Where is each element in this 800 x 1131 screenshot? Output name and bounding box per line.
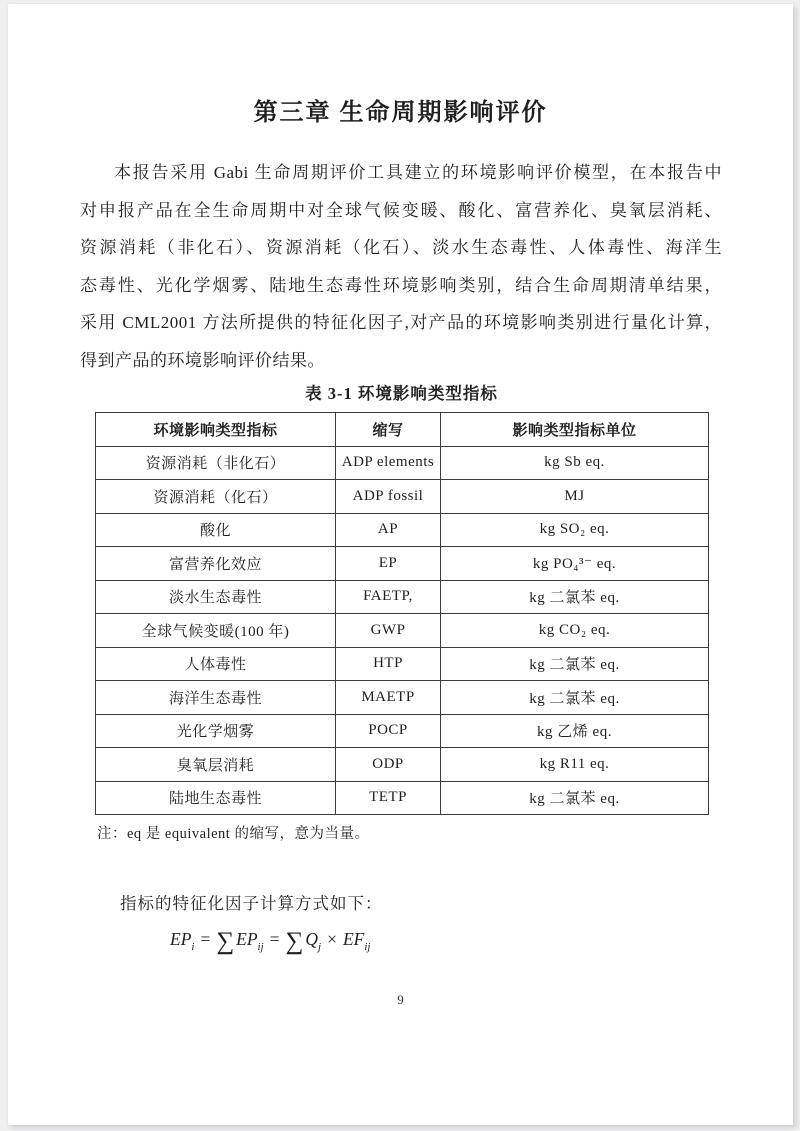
impact-category-table bbox=[95, 412, 709, 815]
impact-category-cell: 富营养化效应 bbox=[96, 547, 336, 581]
abbreviation-cell: HTP bbox=[336, 647, 441, 681]
formula-term: EF bbox=[342, 929, 365, 949]
formula-term: Q bbox=[305, 929, 319, 949]
impact-category-cell: 酸化 bbox=[96, 513, 336, 547]
abbreviation-cell: FAETP, bbox=[336, 580, 441, 614]
formula-subscript: ij bbox=[364, 941, 371, 953]
sum-symbol: ∑ bbox=[285, 928, 304, 955]
unit-cell: kg R11 eq. bbox=[441, 748, 709, 782]
paragraph-line: 对申报产品在全生命周期中对全球气候变暖、酸化、富营养化、臭氧层消耗、 bbox=[80, 200, 722, 220]
unit-cell: kg Sb eq. bbox=[441, 446, 709, 480]
table-header-row bbox=[96, 413, 709, 447]
abbreviation-cell: EP bbox=[336, 547, 441, 581]
unit-cell: kg 二氯苯 eq. bbox=[441, 681, 709, 715]
abbreviation-cell: ODP bbox=[336, 748, 441, 782]
impact-category-cell: 淡水生态毒性 bbox=[96, 580, 336, 614]
table-row bbox=[96, 748, 709, 782]
unit-cell: kg 乙烯 eq. bbox=[441, 714, 709, 748]
unit-cell: kg 二氯苯 eq. bbox=[441, 781, 709, 815]
abbreviation-cell: ADP fossil bbox=[336, 480, 441, 514]
intro-paragraph bbox=[80, 154, 722, 379]
table-row bbox=[96, 513, 709, 547]
header-unit: 影响类型指标单位 bbox=[441, 413, 709, 447]
paragraph-line: 采用 CML2001 方法所提供的特征化因子,对产品的环境影响类别进行量化计算， bbox=[80, 313, 722, 332]
table-row bbox=[96, 614, 709, 648]
document-page bbox=[8, 4, 793, 1125]
impact-category-cell: 光化学烟雾 bbox=[96, 714, 336, 748]
sum-symbol: ∑ bbox=[216, 928, 235, 955]
equals-sign: = bbox=[200, 929, 211, 949]
characterization-formula bbox=[170, 928, 370, 956]
abbreviation-cell: GWP bbox=[336, 614, 441, 648]
equals-sign: = bbox=[269, 929, 280, 949]
unit-cell: kg 二氯苯 eq. bbox=[441, 647, 709, 681]
paragraph-line: 本报告采用 Gabi 生命周期评价工具建立的环境影响评价模型，在本报告中 bbox=[114, 163, 722, 182]
impact-category-cell: 人体毒性 bbox=[96, 647, 336, 681]
formula-term: EP bbox=[170, 929, 192, 949]
table-row bbox=[96, 580, 709, 614]
chapter-title: 第三章 生命周期影响评价 bbox=[253, 100, 548, 126]
formula-term: EP bbox=[236, 929, 258, 949]
table-row bbox=[96, 681, 709, 715]
formula-subscript: i bbox=[191, 941, 195, 953]
table-footnote: 注：eq 是 equivalent 的缩写，意为当量。 bbox=[97, 826, 370, 842]
multiply-sign: × bbox=[327, 929, 337, 949]
abbreviation-cell: TETP bbox=[336, 781, 441, 815]
impact-category-cell: 臭氧层消耗 bbox=[96, 748, 336, 782]
table-row bbox=[96, 714, 709, 748]
header-abbreviation: 缩写 bbox=[336, 413, 441, 447]
table-caption: 表 3-1 环境影响类型指标 bbox=[305, 384, 498, 403]
table-row bbox=[96, 781, 709, 815]
formula-subscript: ij bbox=[257, 941, 264, 953]
unit-cell: kg CO₂ eq. bbox=[441, 614, 709, 648]
table-row bbox=[96, 647, 709, 681]
formula-subscript: j bbox=[318, 941, 322, 953]
unit-cell: MJ bbox=[441, 480, 709, 514]
impact-category-cell: 资源消耗（非化石） bbox=[96, 446, 336, 480]
abbreviation-cell: ADP elements bbox=[336, 446, 441, 480]
unit-cell: kg PO₄³⁻ eq. bbox=[441, 547, 709, 581]
unit-cell: kg 二氯苯 eq. bbox=[441, 580, 709, 614]
table-row bbox=[96, 446, 709, 480]
impact-category-cell: 海洋生态毒性 bbox=[96, 681, 336, 715]
abbreviation-cell: POCP bbox=[336, 714, 441, 748]
formula-intro: 指标的特征化因子计算方式如下： bbox=[120, 894, 383, 913]
abbreviation-cell: MAETP bbox=[336, 681, 441, 715]
header-impact-category: 环境影响类型指标 bbox=[96, 413, 336, 447]
paragraph-line: 态毒性、光化学烟雾、陆地生态毒性环境影响类别，结合生命周期清单结果， bbox=[80, 275, 722, 295]
impact-category-cell: 全球气候变暖(100 年) bbox=[96, 614, 336, 648]
paragraph-line: 资源消耗（非化石）、资源消耗（化石）、淡水生态毒性、人体毒性、海洋生 bbox=[80, 238, 722, 257]
page-number: 9 bbox=[397, 992, 404, 1007]
impact-category-cell: 资源消耗（化石） bbox=[96, 480, 336, 514]
paragraph-line: 得到产品的环境影响评价结果。 bbox=[80, 350, 325, 370]
abbreviation-cell: AP bbox=[336, 513, 441, 547]
table-row bbox=[96, 547, 709, 581]
unit-cell: kg SO₂ eq. bbox=[441, 513, 709, 547]
impact-category-cell: 陆地生态毒性 bbox=[96, 781, 336, 815]
table-row bbox=[96, 480, 709, 514]
